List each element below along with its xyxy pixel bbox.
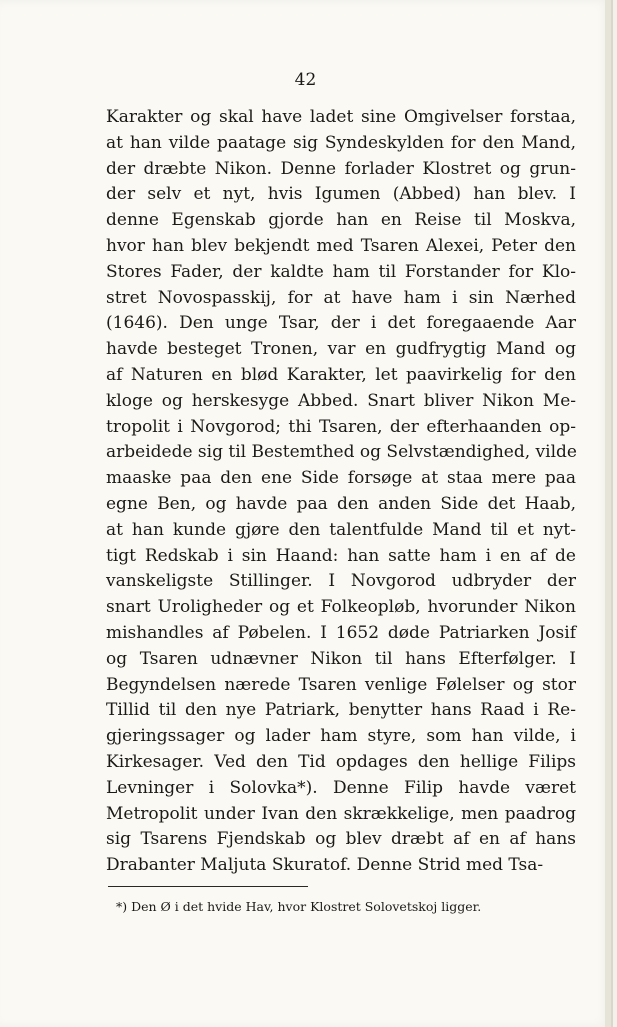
text-line: Karakter og skal have ladet sine Omgivelser forstaa, bbox=[106, 107, 576, 127]
text-line: hvor han blev bekjendt med Tsaren Alexei, Peter den bbox=[106, 235, 576, 256]
text-line: Tillid til den nye Patriark, benytter hans Raad i Re- bbox=[106, 700, 576, 721]
text-line: egne Ben, og havde paa den anden Side det Haab, bbox=[106, 493, 576, 514]
text-line: denne Egenskab gjorde han en Reise til Moskva, bbox=[106, 210, 576, 231]
text-line: Levninger i Solovka*). Denne Filip havde været bbox=[106, 777, 576, 798]
text-line: kloge og herskesyge Abbed. Snart bliver Nikon Me- bbox=[106, 390, 576, 411]
text-line: der dræbte Nikon. Denne forlader Klostret og grun- bbox=[106, 158, 576, 179]
text-line: tropolit i Novgorod; thi Tsaren, der efterhaanden op- bbox=[106, 416, 576, 437]
text-line: Metropolit under Ivan den skrækkelige, men paadrog bbox=[106, 803, 576, 824]
page-number: 42 bbox=[294, 70, 317, 90]
text-line: at han vilde paatage sig Syndeskylden for den Mand, bbox=[106, 132, 576, 153]
text-line: maaske paa den ene Side forsøge at staa mere paa bbox=[106, 468, 576, 489]
footnote: *) Den Ø i det hvide Hav, hvor Klostret Solovetskoj ligger. bbox=[116, 899, 482, 914]
page-edge-shadow bbox=[605, 0, 611, 1027]
text-line: tigt Redskab i sin Haand: han satte ham i en af de bbox=[106, 545, 576, 566]
text-line: stret Novospasskij, for at have ham i sin Nærhed bbox=[106, 287, 576, 308]
text-line: Begyndelsen nærede Tsaren venlige Følelser og stor bbox=[106, 674, 576, 695]
text-line: Drabanter Maljuta Skuratof. Denne Strid med Tsa- bbox=[106, 855, 544, 876]
text-line: snart Uroligheder og et Folkeopløb, hvorunder Nikon bbox=[106, 597, 576, 618]
text-line: gjeringssager og lader ham styre, som han vilde, i bbox=[106, 726, 576, 747]
text-line: vanskeligste Stillinger. I Novgorod udbryder der bbox=[106, 571, 576, 592]
text-line: havde besteget Tronen, var en gudfrygtig Mand og bbox=[106, 339, 576, 360]
footnote-divider bbox=[108, 886, 308, 887]
body-text bbox=[106, 105, 576, 879]
text-line: og Tsaren udnævner Nikon til hans Efterfølger. I bbox=[106, 648, 576, 669]
text-line: (1646). Den unge Tsar, der i det foregaaende Aar bbox=[106, 313, 576, 334]
text-line: der selv et nyt, hvis Igumen (Abbed) han blev. I bbox=[106, 184, 576, 205]
text-line: sig Tsarens Fjendskab og blev dræbt af en af hans bbox=[106, 829, 576, 850]
text-line: Kirkesager. Ved den Tid opdages den hellige Filips bbox=[106, 751, 576, 772]
text-line: arbeidede sig til Bestemthed og Selvstændighed, vilde bbox=[106, 442, 577, 463]
text-line: Stores Fader, der kaldte ham til Forstander for Klo- bbox=[106, 261, 576, 282]
text-line: af Naturen en blød Karakter, let paavirkelig for den bbox=[106, 364, 576, 385]
text-line: at han kunde gjøre den talentfulde Mand til et nyt- bbox=[106, 519, 576, 540]
text-line: mishandles af Pøbelen. I 1652 døde Patriarken Josif bbox=[106, 622, 576, 643]
